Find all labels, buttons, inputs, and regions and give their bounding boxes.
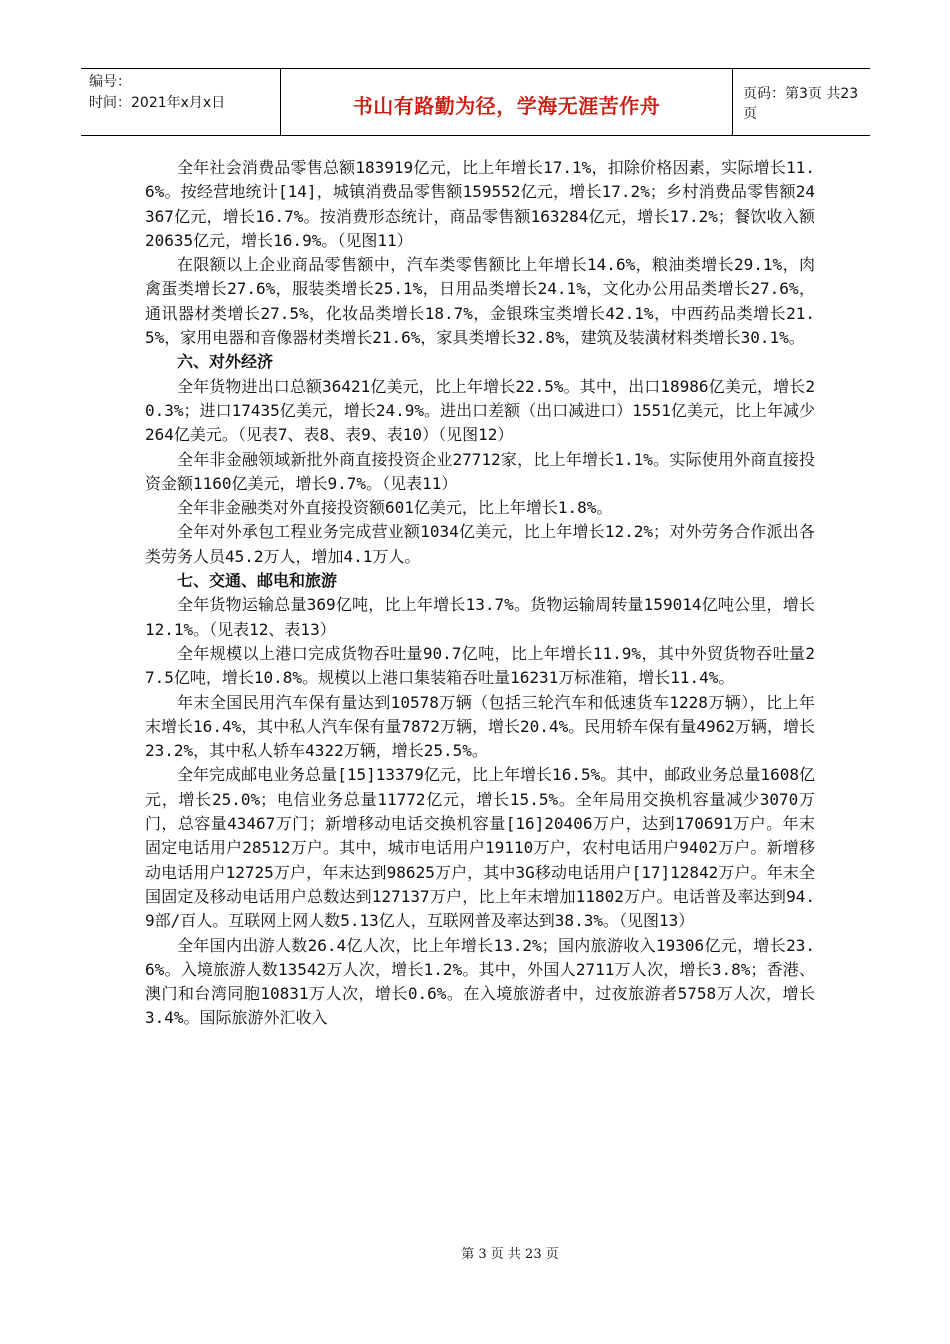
header-page-number: 页码：第3页 共23页 bbox=[743, 86, 859, 122]
paragraph: 全年完成邮电业务总量[15]13379亿元，比上年增长16.5%。其中，邮政业务总量1608亿元，增长25.0%；电信业务总量11772亿元，增长15.5%。全年局用交换机容量减少3070万门，总容量43467万门；新增移动电话交换机容量[16]20406万户，达到170691万户。年末固定电话用户28512万户。其中，城市电话用户19110万户，农村电话用户9402万户。新增移动电话用户12725万户，年末达到98625万户，其中3G移动电话用户[17]12842万户。年末全国固定及移动电话用户总数达到127137万户，比上年末增加11802万户。电话普及率达到94.9部/百人。互联网上网人数5.13亿人，互联网普及率达到38.3%。（见图13） bbox=[145, 765, 815, 931]
header-motto: 书山有路勤为径，学海无涯苦作舟 bbox=[352, 93, 661, 118]
document-number-label: 编号： bbox=[89, 74, 131, 90]
document-body bbox=[145, 156, 815, 1031]
paragraph: 全年规模以上港口完成货物吞吐量90.7亿吨，比上年增长11.9%，其中外贸货物吞吐量27.5亿吨，增长10.8%。规模以上港口集装箱吞吐量16231万标准箱，增长11.4%。 bbox=[145, 643, 815, 688]
page-footer bbox=[0, 1243, 950, 1262]
paragraph: 全年非金融类对外直接投资额601亿美元，比上年增长1.8%。 bbox=[177, 498, 613, 518]
page-header bbox=[81, 68, 870, 136]
document-date-label: 时间：2021年x月x日 bbox=[89, 95, 226, 111]
header-meta bbox=[81, 69, 281, 135]
paragraph: 全年国内出游人数26.4亿人次，比上年增长13.2%；国内旅游收入19306亿元，增长23.6%。入境旅游人数13542万人次，增长1.2%。其中，外国人2711万人次，增长3.8%；香港、澳门和台湾同胞10831万人次，增长0.6%。在入境旅游者中，过夜旅游者5758万人次，增长3.4%。国际旅游外汇收入 bbox=[145, 935, 815, 1028]
header-motto-cell bbox=[281, 69, 733, 135]
paragraph: 全年货物进出口总额36421亿美元，比上年增长22.5%。其中，出口18986亿美元，增长20.3%；进口17435亿美元，增长24.9%。进出口差额（出口减进口）1551亿美元，比上年减少264亿美元。（见表7、表8、表9、表10）（见图12） bbox=[145, 376, 815, 445]
paragraph: 年末全国民用汽车保有量达到10578万辆（包括三轮汽车和低速货车1228万辆），比上年末增长16.4%，其中私人汽车保有量7872万辆，增长20.4%。民用轿车保有量4962万辆，增长23.2%，其中私人轿车4322万辆，增长25.5%。 bbox=[145, 692, 815, 761]
section-heading-foreign-economy: 六、对外经济 bbox=[177, 352, 274, 372]
paragraph: 全年对外承包工程业务完成营业额1034亿美元，比上年增长12.2%；对外劳务合作派出各类劳务人员45.2万人，增加4.1万人。 bbox=[145, 522, 815, 566]
paragraph: 全年货物运输总量369亿吨，比上年增长13.7%。货物运输周转量159014亿吨公里，增长12.1%。（见表12、表13） bbox=[145, 595, 815, 639]
paragraph: 全年非金融领域新批外商直接投资企业27712家，比上年增长1.1%。实际使用外商直接投资金额1160亿美元，增长9.7%。（见表11） bbox=[145, 449, 815, 493]
paragraph: 在限额以上企业商品零售额中，汽车类零售额比上年增长14.6%，粮油类增长29.1%，肉禽蛋类增长27.6%，服装类增长25.1%，日用品类增长24.1%，文化办公用品类增长27.6%，通讯器材类增长27.5%，化妆品类增长18.7%，金银珠宝类增长42.1%，中西药品类增长21.5%，家用电器和音像器材类增长21.6%，家具类增长32.8%，建筑及装潢材料类增长30.1%。 bbox=[145, 255, 815, 348]
header-page-cell bbox=[733, 69, 870, 135]
paragraph: 全年社会消费品零售总额183919亿元，比上年增长17.1%，扣除价格因素，实际增长11.6%。按经营地统计[14]，城镇消费品零售额159552亿元，增长17.2%；乡村消费品零售额24367亿元，增长16.7%。按消费形态统计，商品零售额163284亿元，增长17.2%；餐饮收入额20635亿元，增长16.9%。（见图11） bbox=[145, 158, 815, 250]
footer-page-number: 第 3 页 共 23 页 bbox=[461, 1247, 559, 1262]
section-heading-transport-post-tourism: 七、交通、邮电和旅游 bbox=[177, 571, 338, 591]
